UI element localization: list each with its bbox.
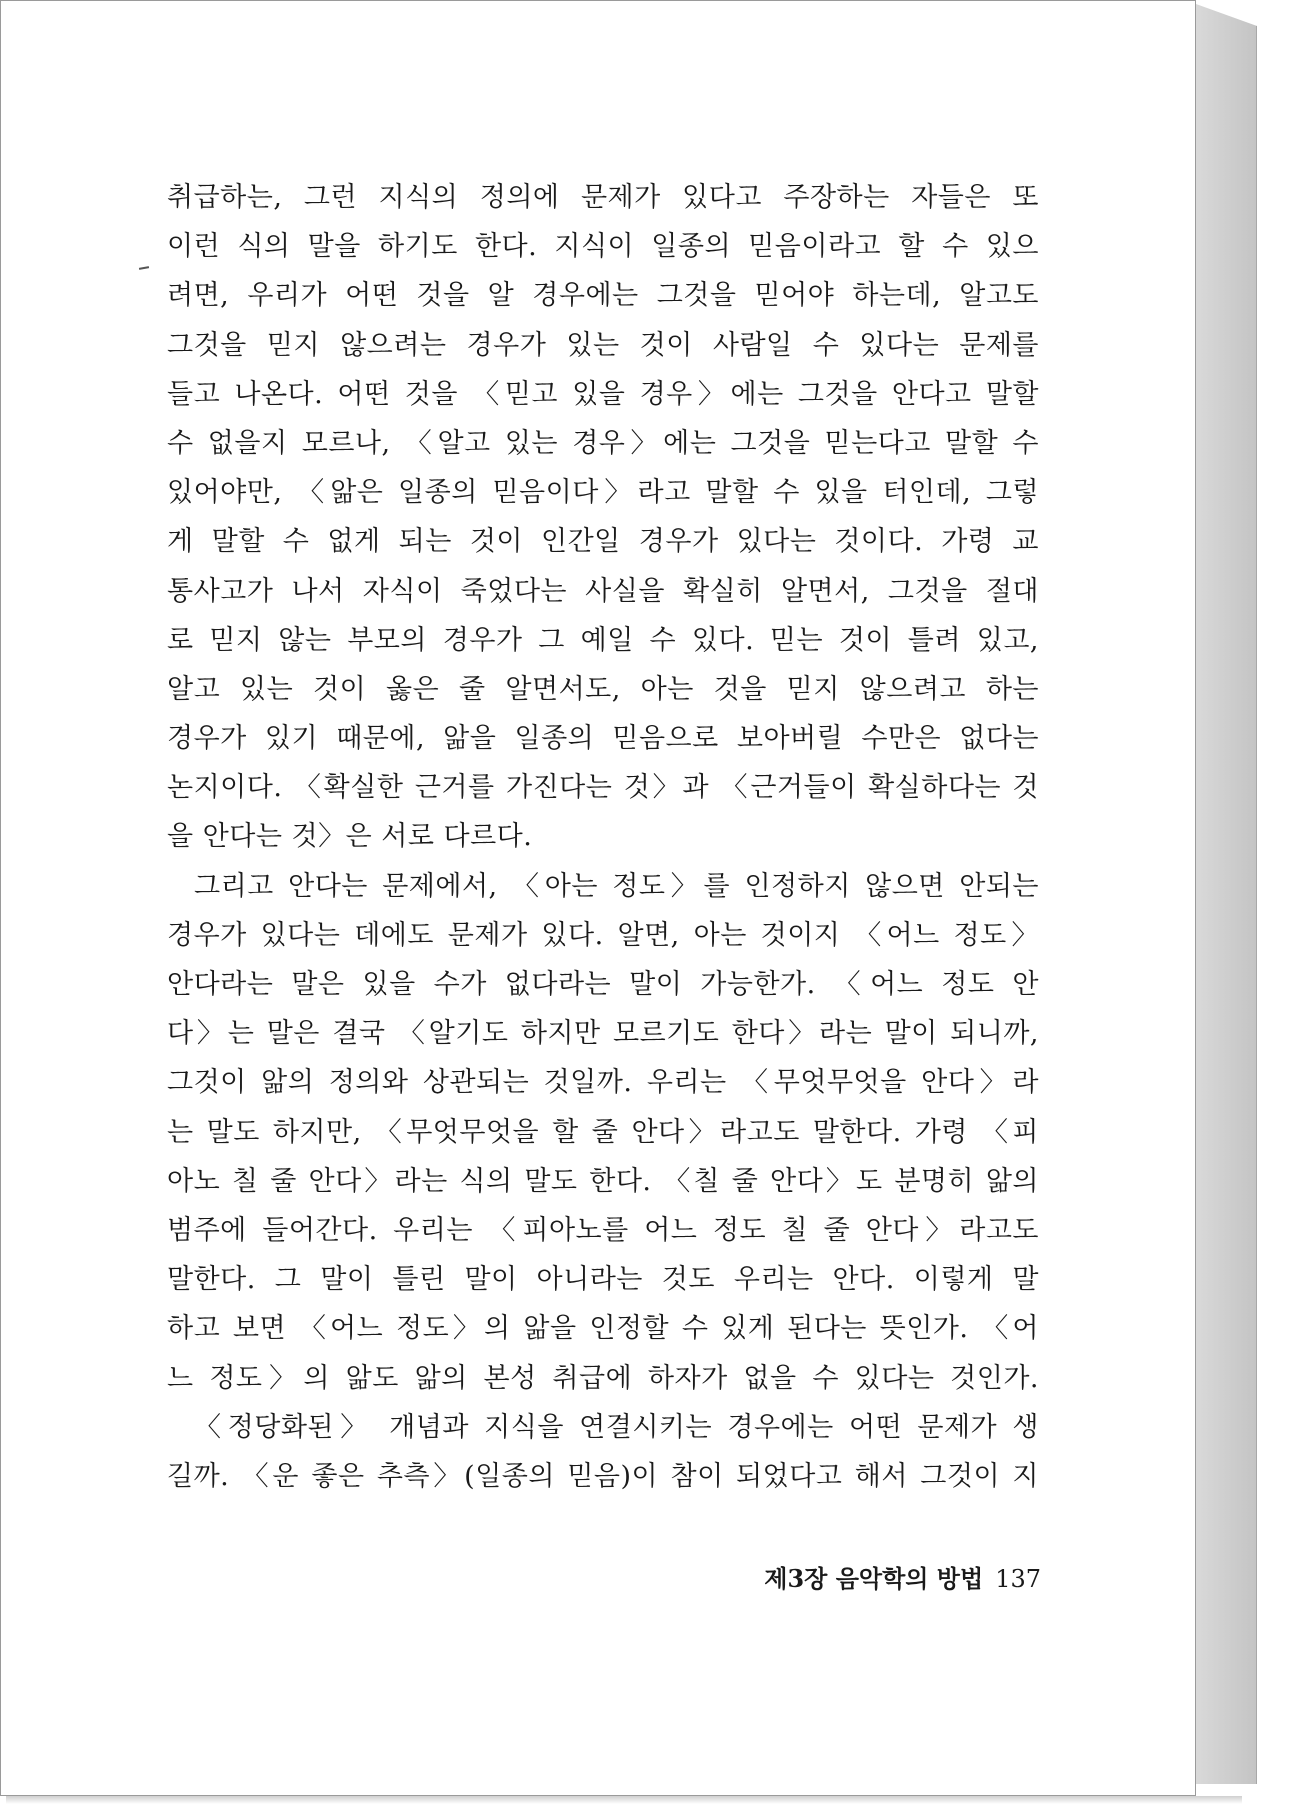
text-line: 느 정도〉의 앎도 앎의 본성 취급에 하자가 없을 수 있다는 것인가. <box>167 1362 1039 1394</box>
page-footer <box>741 1559 1041 1594</box>
text-line: 논지이다. 〈확실한 근거를 가진다는 것〉과 〈근거들이 확실하다는 것 <box>167 772 1039 804</box>
chapter-title: 제3장 음악학의 방법 <box>764 1564 984 1593</box>
text-line: 통사고가 나서 자식이 죽었다는 사실을 확실히 알면서, 그것을 절대 <box>167 575 1039 607</box>
text-line: 그것을 믿지 않으려는 경우가 있는 것이 사람일 수 있다는 문제를 <box>167 329 1039 361</box>
margin-mark <box>139 266 149 270</box>
text-line: 안다라는 말은 있을 수가 없다라는 말이 가능한가. 〈어느 정도 안 <box>167 969 1039 1000</box>
text-line: 그것이 앎의 정의와 상관되는 것일까. 우리는 〈무엇무엇을 안다〉라 <box>167 1067 1039 1099</box>
text-line: 다〉는 말은 결국 〈알기도 하지만 모르기도 한다〉라는 말이 되니까, <box>167 1018 1039 1050</box>
text-line: 말한다. 그 말이 틀린 말이 아니라는 것도 우리는 안다. 이렇게 말 <box>167 1264 1039 1296</box>
text-line: 로 믿지 않는 부모의 경우가 그 예일 수 있다. 믿는 것이 틀려 있고, <box>167 624 1039 656</box>
text-line: 범주에 들어간다. 우리는 〈피아노를 어느 정도 칠 줄 안다〉라고도 <box>167 1214 1039 1246</box>
text-line: 이런 식의 말을 하기도 한다. 지식이 일종의 믿음이라고 할 수 있으 <box>167 231 1039 263</box>
text-line: 하고 보면 〈어느 정도〉의 앎을 인정할 수 있게 된다는 뜻인가. 〈어 <box>167 1313 1039 1345</box>
text-line: 경우가 있다는 데에도 문제가 있다. 알면, 아는 것이지 〈어느 정도〉 <box>167 919 1039 951</box>
page-bottom-shadow <box>6 1796 1242 1804</box>
text-line: 알고 있는 것이 옳은 줄 알면서도, 아는 것을 믿지 않으려고 하는 <box>167 673 1039 705</box>
text-line: 려면, 우리가 어떤 것을 알 경우에는 그것을 믿어야 하는데, 알고도 <box>167 280 1039 312</box>
text-line: 있어야만, 〈앎은 일종의 믿음이다〉라고 말할 수 있을 터인데, 그렇 <box>167 477 1039 509</box>
text-line: 길까. 〈운 좋은 추측〉(일종의 믿음)이 참이 되었다고 해서 그것이 지 <box>167 1460 1039 1492</box>
text-line: 경우가 있기 때문에, 앎을 일종의 믿음으로 보아버릴 수만은 없다는 <box>167 723 1039 755</box>
text-line: 들고 나온다. 어떤 것을 〈믿고 있을 경우〉에는 그것을 안다고 말할 <box>167 378 1039 410</box>
text-line: 게 말할 수 없게 되는 것이 인간일 경우가 있다는 것이다. 가령 교 <box>167 526 1039 558</box>
text-line: 아노 칠 줄 안다〉라는 식의 말도 한다. 〈칠 줄 안다〉도 분명히 앎의 <box>167 1165 1039 1197</box>
text-line: 취급하는, 그런 지식의 정의에 문제가 있다고 주장하는 자들은 또 <box>167 182 1039 213</box>
text-line: 는 말도 하지만, 〈무엇무엇을 할 줄 안다〉라고도 말한다. 가령 〈피 <box>167 1116 1039 1148</box>
body-text <box>167 173 1039 1501</box>
page-edge-shadow <box>1196 4 1257 1784</box>
text-line: 그리고 안다는 문제에서, 〈아는 정도〉를 인정하지 않으면 안되는 <box>194 870 1039 902</box>
text-line: 수 없을지 모르나, 〈알고 있는 경우〉에는 그것을 믿는다고 말할 수 <box>167 427 1039 459</box>
page-number: 137 <box>995 1565 1041 1593</box>
text-line: 을 안다는 것〉은 서로 다르다. <box>167 821 533 853</box>
text-line: 〈정당화된〉 개념과 지식을 연결시키는 경우에는 어떤 문제가 생 <box>194 1411 1039 1443</box>
